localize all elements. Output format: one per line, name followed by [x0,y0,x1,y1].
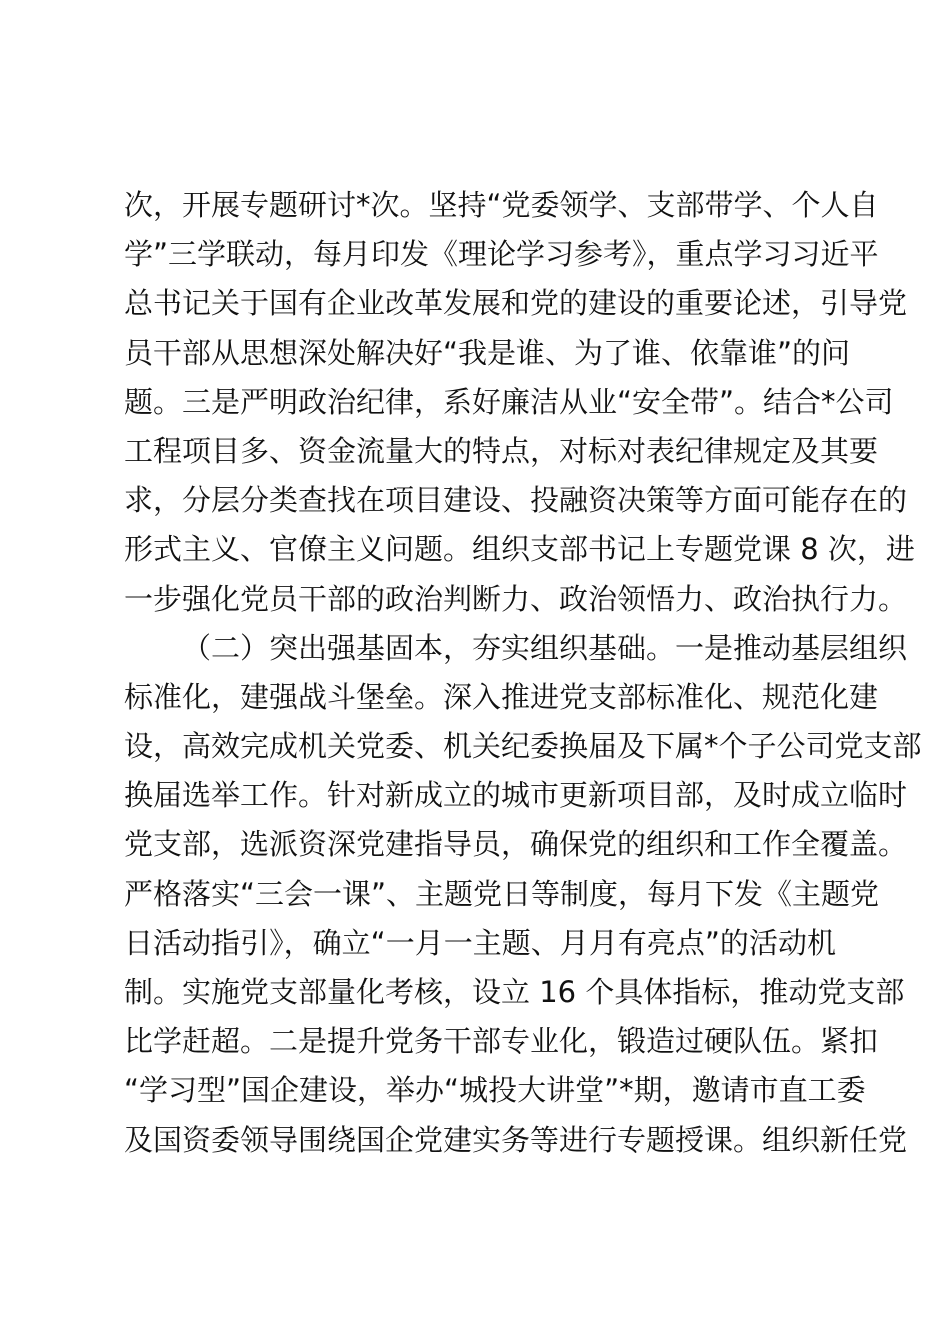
text-line: 员干部从思想深处解决好“我是谁、为了谁、依靠谁”的问 [124,335,851,370]
text-line: 党支部，选派资深党建指导员，确保党的组织和工作全覆盖。 [124,827,908,862]
text-line: 标准化，建强战斗堡垒。深入推进党支部标准化、规范化建 [124,679,879,714]
text-line: 题。三是严明政治纪律，系好廉洁从业“安全带”。结合*公司 [124,384,894,419]
section-heading-line: （二）突出强基固本，夯实组织基础。一是推动基层组织 [182,630,908,665]
text-line: 一步强化党员干部的政治判断力、政治领悟力、政治执行力。 [124,581,908,616]
text-line: 工程项目多、资金流量大的特点，对标对表纪律规定及其要 [124,433,879,468]
text-line: 日活动指引》，确立“一月一主题、月月有亮点”的活动机 [124,925,836,960]
text-line: 比学赶超。二是提升党务干部专业化，锻造过硬队伍。紧扣 [124,1024,879,1059]
text-line: 严格落实“三会一课”、主题党日等制度，每月下发《主题党 [124,876,880,911]
text-line: 及国资委领导围绕国企党建实务等进行专题授课。组织新任党 [124,1122,908,1157]
text-line: 设，高效完成机关党委、机关纪委换届及下属*个子公司党支部 [124,729,922,764]
text-line: 形式主义、官僚主义问题。组织支部书记上专题党课 8 次，进 [124,532,915,567]
text-line: 总书记关于国有企业改革发展和党的建设的重要论述，引导党 [124,286,908,321]
text-line: “学习型”国企建设，举办“城投大讲堂”*期，邀请市直工委 [124,1073,866,1108]
text-line: 次，开展专题研讨*次。坚持“党委领学、支部带学、个人自 [124,188,879,222]
text-line: 求，分层分类查找在项目建设、投融资决策等方面可能存在的 [124,483,908,518]
text-line: 换届选举工作。针对新成立的城市更新项目部，及时成立临时 [124,778,908,813]
text-line: 学”三学联动，每月印发《理论学习参考》，重点学习习近平 [124,237,879,272]
body-text [124,181,922,1165]
text-line: 制。实施党支部量化考核，设立 16 个具体指标，推动党支部 [124,975,905,1009]
